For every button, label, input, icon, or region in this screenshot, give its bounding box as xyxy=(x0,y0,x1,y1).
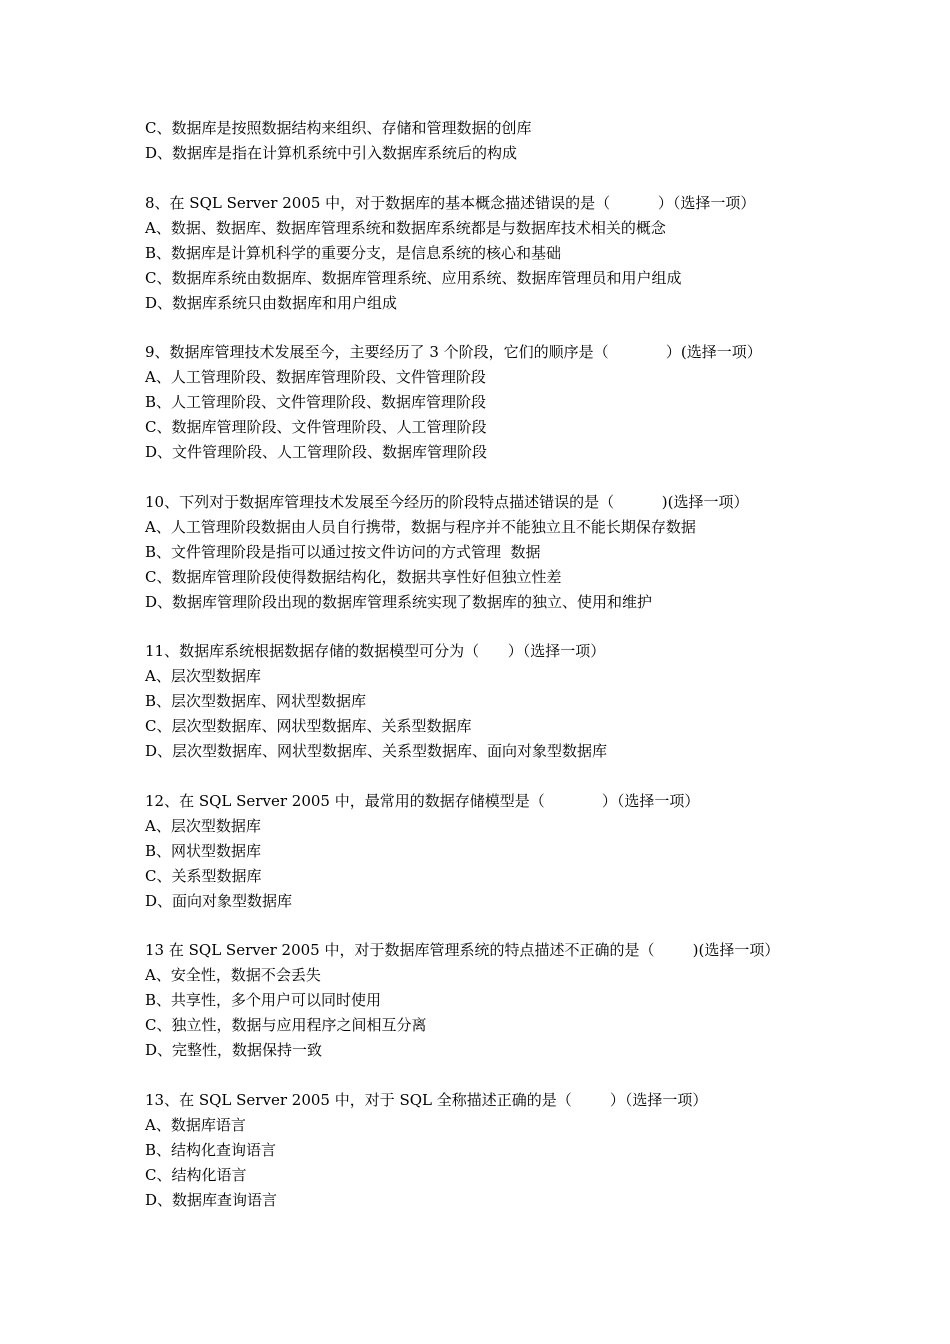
spacer xyxy=(145,764,825,789)
option-a: A、人工管理阶段数据由人员自行携带，数据与程序并不能独立且不能长期保存数据 xyxy=(145,517,696,536)
option-b: B、网状型数据库 xyxy=(145,841,262,860)
option-c: C、数据库系统由数据库、数据库管理系统、应用系统、数据库管理员和用户组成 xyxy=(145,268,682,287)
option-d: D、数据库查询语言 xyxy=(145,1190,278,1209)
option-c: C、独立性，数据与应用程序之间相互分离 xyxy=(145,1016,427,1034)
question-stem: 8、在 SQL Server 2005 中，对于数据库的基本概念描述错误的是（ ）（选择一项） xyxy=(145,193,756,212)
spacer xyxy=(145,914,825,939)
spacer xyxy=(145,316,825,341)
option-d: D、面向对象型数据库 xyxy=(145,891,293,910)
spacer xyxy=(145,465,825,490)
question-stem: 12、在 SQL Server 2005 中，最常用的数据存储模型是（ ）（选择一项） xyxy=(145,791,700,810)
option-a: A、层次型数据库 xyxy=(145,816,261,835)
option-b: B、层次型数据库、网状型数据库 xyxy=(145,692,367,710)
document-page xyxy=(145,116,825,1213)
option-a: A、数据库语言 xyxy=(145,1115,246,1134)
spacer xyxy=(145,615,825,640)
option-c: C、关系型数据库 xyxy=(145,866,262,885)
option-b: B、人工管理阶段、文件管理阶段、数据库管理阶段 xyxy=(145,393,487,411)
option-d: D、数据库系统只由数据库和用户组成 xyxy=(145,293,398,312)
question-9 xyxy=(145,340,825,465)
option-d: D、数据库是指在计算机系统中引入数据库系统后的构成 xyxy=(145,144,518,162)
question-stem: 13、在 SQL Server 2005 中，对于 SQL 全称描述正确的是（ ）（选择一项） xyxy=(145,1090,708,1109)
option-b: B、结构化查询语言 xyxy=(145,1140,277,1159)
option-c: C、数据库管理阶段、文件管理阶段、人工管理阶段 xyxy=(145,418,487,436)
option-d: D、层次型数据库、网状型数据库、关系型数据库、面向对象型数据库 xyxy=(145,742,608,760)
option-a: A、人工管理阶段、数据库管理阶段、文件管理阶段 xyxy=(145,368,486,386)
question-10 xyxy=(145,490,825,615)
question-13a xyxy=(145,938,825,1063)
option-a: A、数据、数据库、数据库管理系统和数据库系统都是与数据库技术相关的概念 xyxy=(145,218,666,237)
option-c: C、层次型数据库、网状型数据库、关系型数据库 xyxy=(145,717,472,735)
option-c: C、数据库是按照数据结构来组织、存储和管理数据的创库 xyxy=(145,119,532,137)
option-b: B、数据库是计算机科学的重要分支，是信息系统的核心和基础 xyxy=(145,243,562,262)
question-13b xyxy=(145,1088,825,1213)
option-b: B、文件管理阶段是指可以通过按文件访问的方式管理 数据 xyxy=(145,542,541,561)
option-b: B、共享性，多个用户可以同时使用 xyxy=(145,991,382,1009)
question-8 xyxy=(145,191,825,316)
option-d: D、文件管理阶段、人工管理阶段、数据库管理阶段 xyxy=(145,443,488,461)
option-d: D、数据库管理阶段出现的数据库管理系统实现了数据库的独立、使用和维护 xyxy=(145,592,653,611)
question-stem: 9、数据库管理技术发展至今，主要经历了 3 个阶段，它们的顺序是（ ）(选择一项） xyxy=(145,343,762,361)
option-c: C、数据库管理阶段使得数据结构化，数据共享性好但独立性差 xyxy=(145,567,562,586)
option-a: A、安全性，数据不会丢失 xyxy=(145,966,321,984)
spacer xyxy=(145,1063,825,1088)
question-11 xyxy=(145,639,825,764)
leading-options xyxy=(145,116,825,166)
spacer xyxy=(145,166,825,191)
question-stem: 11、数据库系统根据数据存储的数据模型可分为（ ）（选择一项） xyxy=(145,642,606,660)
question-12 xyxy=(145,789,825,914)
option-c: C、结构化语言 xyxy=(145,1165,247,1184)
option-d: D、完整性，数据保持一致 xyxy=(145,1041,323,1059)
option-a: A、层次型数据库 xyxy=(145,667,261,685)
question-stem: 13 在 SQL Server 2005 中，对于数据库管理系统的特点描述不正确的是（ )(选择一项） xyxy=(145,941,780,959)
question-stem: 10、下列对于数据库管理技术发展至今经历的阶段特点描述错误的是（ )(选择一项） xyxy=(145,492,749,511)
